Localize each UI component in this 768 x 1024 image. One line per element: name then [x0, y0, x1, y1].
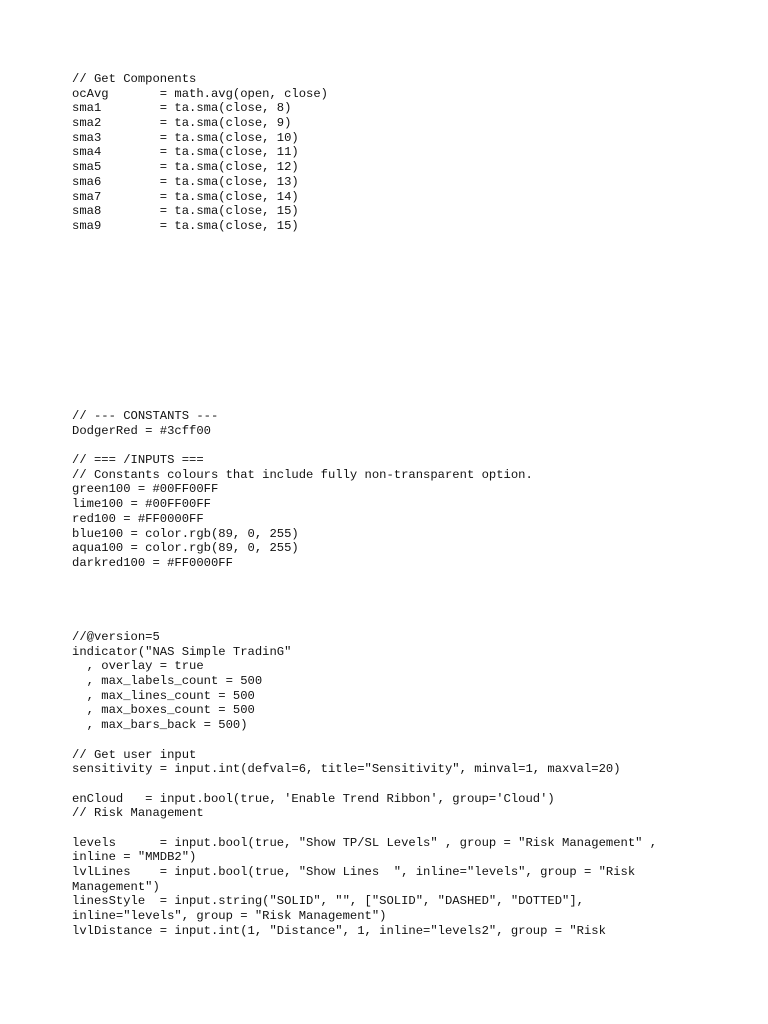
code-line: , overlay = true: [72, 659, 204, 674]
code-line: sma9 = ta.sma(close, 15): [72, 218, 299, 233]
code-line: Management"): [72, 879, 160, 894]
code-line: // --- CONSTANTS ---: [72, 409, 219, 423]
code-line: // Constants colours that include fully non-transparent option.: [72, 467, 533, 482]
code-line: , max_boxes_count = 500: [72, 703, 255, 718]
code-line: DodgerRed = #3cff00: [72, 423, 211, 438]
code-line: , max_bars_back = 500): [72, 718, 248, 733]
code-line: // Get user input: [72, 747, 197, 762]
code-block-script-header: [72, 630, 657, 938]
code-line: red100 = #FF0000FF: [72, 511, 204, 526]
code-line: lvlDistance = input.int(1, "Distance", 1, inline="levels2", group = "Risk: [72, 923, 606, 938]
code-block-components: [72, 72, 328, 234]
code-line: aqua100 = color.rgb(89, 0, 255): [72, 541, 299, 556]
code-line: blue100 = color.rgb(89, 0, 255): [72, 526, 299, 541]
code-line: darkred100 = #FF0000FF: [72, 555, 233, 570]
code-line: inline = "MMDB2"): [72, 850, 197, 865]
code-line: [72, 777, 657, 792]
code-line: sma2 = ta.sma(close, 9): [72, 116, 292, 131]
code-line: indicator("NAS Simple TradinG": [72, 644, 292, 659]
code-line: sma8 = ta.sma(close, 15): [72, 204, 299, 219]
code-line: sma5 = ta.sma(close, 12): [72, 160, 299, 175]
code-line: green100 = #00FF00FF: [72, 482, 219, 497]
code-line: inline="levels", group = "Risk Management"): [72, 909, 387, 924]
code-line: , max_labels_count = 500: [72, 674, 263, 689]
code-line: sma6 = ta.sma(close, 13): [72, 174, 299, 189]
code-line: [72, 733, 657, 748]
code-line: enCloud = input.bool(true, 'Enable Trend Ribbon', group='Cloud'): [72, 791, 555, 806]
code-line: lime100 = #00FF00FF: [72, 497, 211, 512]
code-line: sma7 = ta.sma(close, 14): [72, 189, 299, 204]
code-line: , max_lines_count = 500: [72, 688, 255, 703]
code-line: // Risk Management: [72, 806, 204, 821]
code-line: [72, 438, 533, 453]
code-line: [72, 821, 657, 836]
code-line: levels = input.bool(true, "Show TP/SL Levels" , group = "Risk Management" ,: [72, 835, 658, 850]
code-line: //@version=5: [72, 630, 160, 644]
code-line: sma4 = ta.sma(close, 11): [72, 145, 299, 160]
code-line: // Get Components: [72, 72, 197, 86]
code-line: sma3 = ta.sma(close, 10): [72, 130, 299, 145]
code-line: lvlLines = input.bool(true, "Show Lines ", inline="levels", group = "Risk: [72, 865, 636, 879]
code-line: linesStyle = input.string("SOLID", "", ["SOLID", "DASHED", "DOTTED"],: [72, 894, 584, 909]
code-line: ocAvg = math.avg(open, close): [72, 86, 328, 101]
code-block-constants: [72, 409, 533, 571]
code-line: sma1 = ta.sma(close, 8): [72, 101, 292, 116]
code-line: sensitivity = input.int(defval=6, title="Sensitivity", minval=1, maxval=20): [72, 762, 621, 777]
code-line: // === /INPUTS ===: [72, 453, 204, 468]
